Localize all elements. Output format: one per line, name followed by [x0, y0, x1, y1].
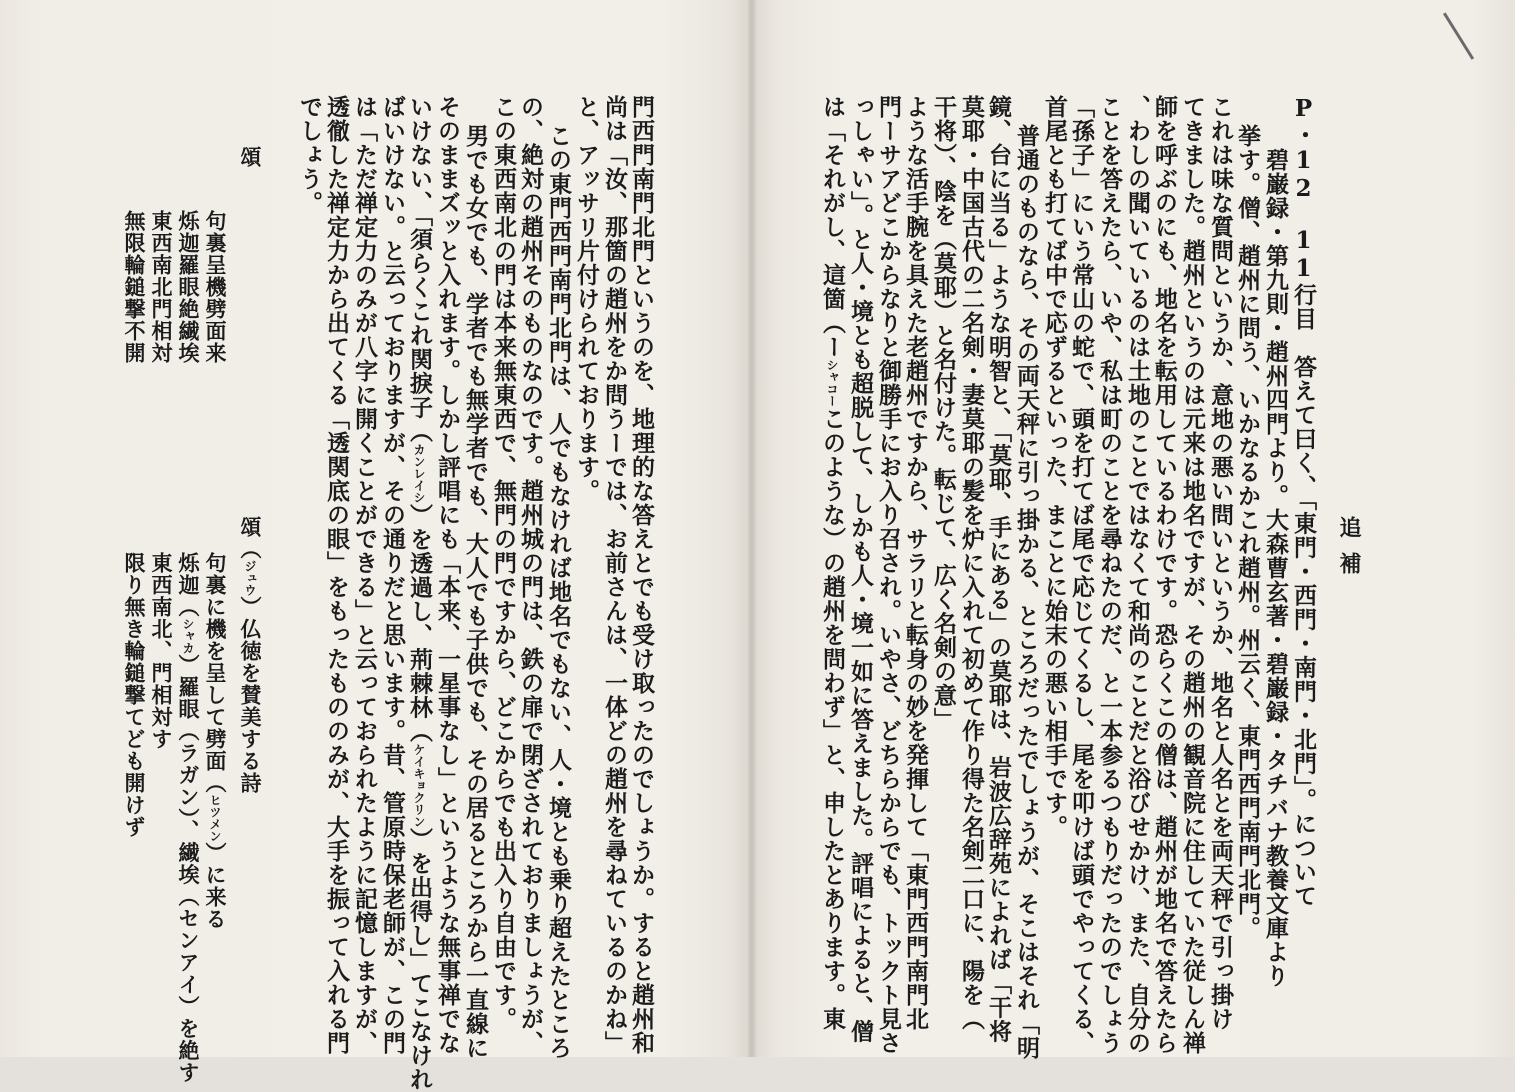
text-line: 挙す。僧、趙州に問う、いかなるかこれ趙州。州云く、東門西門南門北門。 — [1234, 124, 1261, 940]
verse-reading: 句裏に機を呈して劈面（ヒツメン）に来る — [203, 552, 228, 930]
text-line: この東門西門南門北門は、人でもなければ地名でもない、人・境とも乗り超えたところ — [545, 124, 572, 1060]
citation-line: 碧巌録・第九則・趙州四門より。大森曹玄著・碧巌録・タチバナ教養文庫より — [1262, 148, 1289, 988]
text-line: 尚は「汝、那箇の趙州をか問うーでは、お前さんは、一体どの趙州を尋ねているのかね」 — [601, 95, 628, 1055]
text-line: 、わしの聞いているのは土地のことではなくて和尚のことだと浴びせかけ、また、自分の — [1124, 95, 1151, 1055]
verse-original: 烁迦羅眼絶繊埃 — [176, 210, 201, 364]
verse-original: 東西南北門相対 — [149, 210, 174, 364]
verse-original: 句裏呈機劈面来 — [203, 210, 228, 364]
text-line-last: は「それがし、這箇（ーシャコーこのような）の趙州を問わず」と、申したとあります。東 — [819, 95, 846, 1031]
section-title: 追補 — [1336, 516, 1362, 588]
text-line: と、アッサリ片付けられております。 — [573, 95, 600, 503]
ju-label: 頌 — [238, 146, 263, 168]
text-line: 透徹した禅定力から出てくる「透関底の眼」をもったもののみが、大手を振って入れる門 — [323, 95, 350, 1055]
verse-original: 無限輪鎚撃不開 — [122, 210, 147, 364]
verse-reading: 東西南北、門相対す — [149, 552, 174, 750]
text-line: の、絶対の趙州そのものなのです。趙州城の門は、鉄の扉で閉ざされておりましょうが、 — [517, 95, 544, 1055]
text-line: 鏡、台に当る」ような明智と、「莫耶、手にある」の莫耶は、岩波広辞苑によれば「干将 — [985, 95, 1012, 1044]
text-line: は「ただ禅定力のみが八字に開くことができる」と云っておられたように記憶しますが、 — [351, 95, 378, 1055]
heading-line: P・12 11行目 答えて曰く、「東門・西門・南門・北門」。について — [1290, 95, 1317, 908]
text-line: 師を呼ぶのにも、地名を転用しているわけです。恐らくこの僧は、趙州が地名で答えたら — [1151, 95, 1178, 1055]
text-line: 普通のものなら、その両天秤に引っ掛かる、ところだったでしょうが、そこはそれ「明 — [1013, 124, 1040, 1060]
text-line: ような活手腕を具えた老趙州ですから、サラリと転身の妙を発揮して「東門西門南門北 — [902, 95, 929, 1031]
text-line: てきました。趙州というのは元来は地名ですが、その趙州の観音院に住していた従しん禅 — [1179, 95, 1206, 1055]
text-line: っしゃい」。と人・境とも超脱して、しかも人・境一如に答えました。評唱によると、僧 — [847, 95, 874, 1044]
text-line: 莫耶・中国古代の二名剣・妻莫耶の髪を炉に入れて初めて作り得た名剣二口に、陽を（ — [958, 95, 985, 1031]
text-line: そのままズッと入れます。しかし評唱にも「本来、一星事なし」というような無事禅でな — [434, 95, 461, 1055]
text-line: ことを答えたら、いや、私は町のことを尋ねたのだ、と一本参るつもりだったのでしょう — [1096, 95, 1123, 1055]
text-line: でしょう。 — [296, 95, 323, 215]
text-line: これは味な質問というか、意地の悪い問いというか、地名と人名とを両天秤で引っ掛け — [1207, 95, 1234, 1031]
text-line: 首尾とも打てば中で応ずるといった、まことに始末の悪い相手です。 — [1041, 95, 1068, 839]
text-line: ばいけない。と云っておりますが、その通りだと思います。昔、管原時保老師が、この門 — [379, 95, 406, 1055]
ju-translation-heading: 頌（ジュウ）仏徳を賛美する詩 — [238, 516, 263, 794]
verse-reading: 烁迦（シャカ）羅眼（ラガン）、繊埃（センアイ）を絶す — [176, 552, 201, 1084]
text-line: 干将）、陰を（莫耶）と名付けた。転じて、広く名剣の意」 — [930, 95, 957, 732]
text-line: 門ーサアどこからなりと御勝手にお入り召され。いやさ、どちらからでも、トックト見さ — [875, 95, 902, 1055]
text-line: 「孫子」にいう常山の蛇で、頭を打てば尾で応じてくるし、尾を叩けば頭でやってくる、 — [1068, 95, 1095, 1055]
text-line-ruby: いけない、「須らくこれ関捩子（カンレイシ）を透過し、荊棘林（ケイキョクリン）を出得し」てこなけれ — [406, 95, 433, 1092]
verse-reading: 限り無き輪鎚撃てども開けず — [122, 552, 147, 838]
text-line: 男でも女でも、学者でも無学者でも、大人でも子供でも、その居るところから一直線に — [462, 124, 489, 1060]
book-gutter — [748, 0, 756, 1057]
text-line: 門西門南門北門というのを、地理的な答えとでも受け取ったのでしょうか。すると趙州和 — [628, 95, 655, 1055]
text-line: この東西南北の門は本来無東西で、無門の門ですから、どこからでも出入り自由です。 — [490, 95, 517, 1031]
